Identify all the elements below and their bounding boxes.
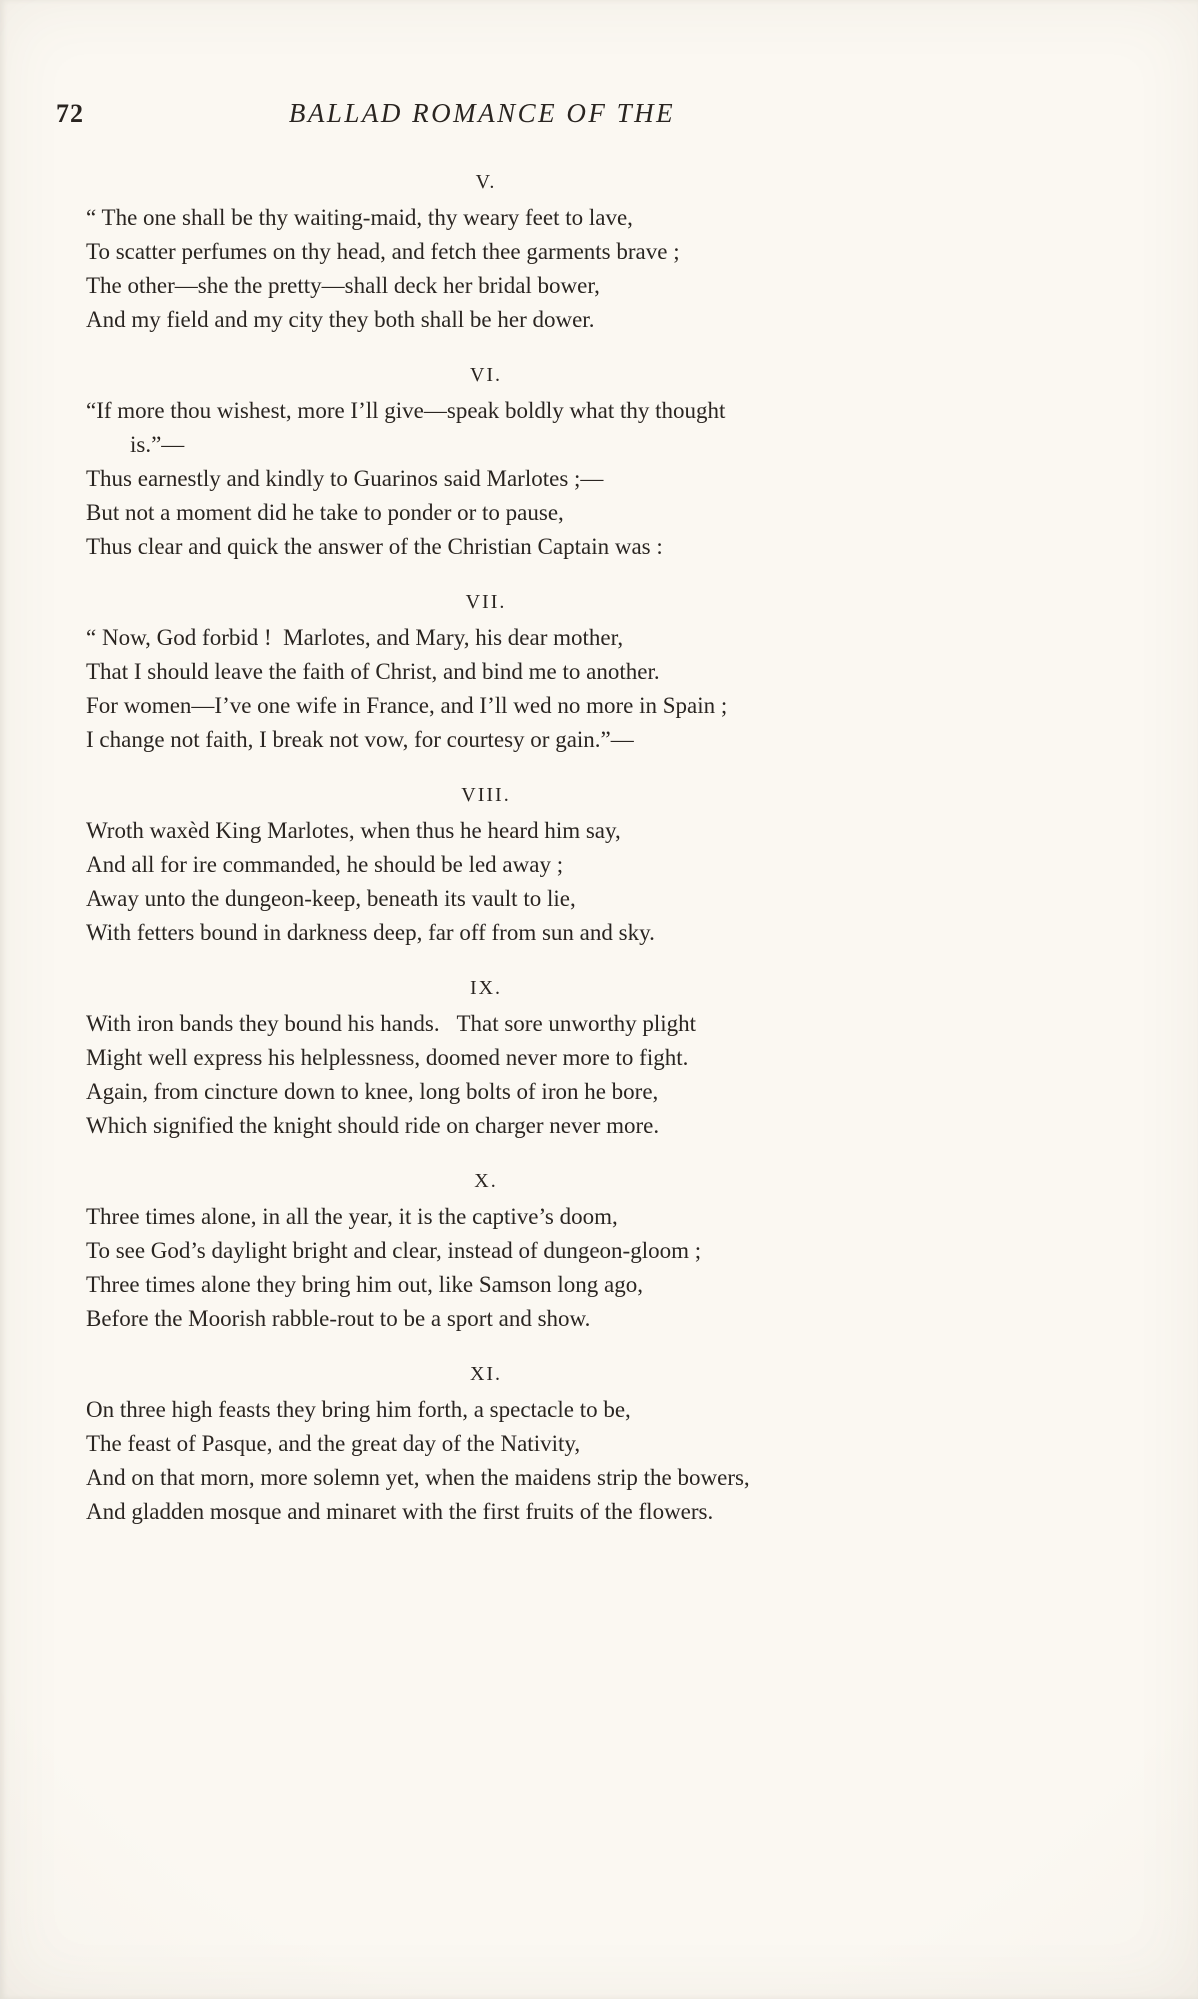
page-header [0, 0, 1198, 129]
stanza-list [86, 165, 886, 1529]
verse-line: And all for ire commanded, he should be led away ; [86, 852, 564, 877]
verse-line: The other—she the pretty—shall deck her bridal bower, [86, 273, 600, 298]
verse-line: Which signified the knight should ride on charger never more. [86, 1113, 660, 1138]
verse-line: To scatter perfumes on thy head, and fetch thee garments brave ; [86, 239, 680, 264]
verse-line: Three times alone they bring him out, like Samson long ago, [86, 1272, 644, 1297]
verse-line: Wroth waxèd King Marlotes, when thus he heard him say, [86, 818, 621, 843]
verse-line: Before the Moorish rabble-rout to be a sport and show. [86, 1306, 591, 1331]
stanza-lines [86, 1393, 886, 1529]
stanza-numeral: VIII. [461, 784, 511, 806]
stanza [86, 971, 886, 1143]
verse-line: Away unto the dungeon-keep, beneath its vault to lie, [86, 886, 576, 911]
verse-line: That I should leave the faith of Christ, and bind me to another. [86, 659, 660, 684]
verse-line: With fetters bound in darkness deep, far off from sun and sky. [86, 920, 655, 945]
stanza-lines [86, 814, 886, 950]
verse-line: For women—I’ve one wife in France, and I’ll wed no more in Spain ; [86, 693, 728, 718]
verse-line: is.”— [130, 432, 185, 457]
stanza [86, 165, 886, 337]
verse-line: On three high feasts they bring him forth, a spectacle to be, [86, 1397, 631, 1422]
stanza [86, 778, 886, 950]
stanza-numeral: IX. [469, 977, 503, 999]
verse-line: With iron bands they bound his hands. That sore unworthy plight [86, 1011, 697, 1036]
running-title: BALLAD ROMANCE OF THE [288, 98, 676, 128]
verse-line: “ The one shall be thy waiting-maid, thy weary feet to lave, [86, 205, 633, 230]
stanza-lines [86, 201, 886, 337]
verse-line: “If more thou wishest, more I’ll give—speak boldly what thy thought [86, 398, 726, 423]
verse-line: Three times alone, in all the year, it is the captive’s doom, [86, 1204, 618, 1229]
verse-line: And on that morn, more solemn yet, when the maidens strip the bowers, [86, 1465, 750, 1490]
verse-line: Thus earnestly and kindly to Guarinos said Marlotes ;— [86, 466, 604, 491]
stanza [86, 585, 886, 757]
stanza-numeral: VI. [469, 364, 503, 386]
stanza-numeral: X. [474, 1170, 498, 1192]
verse-line: And gladden mosque and minaret with the first fruits of the flowers. [86, 1499, 714, 1524]
stanza-lines [86, 1007, 886, 1143]
stanza-numeral: VII. [465, 591, 507, 613]
stanza-numeral: XI. [469, 1363, 503, 1385]
verse-line: The feast of Pasque, and the great day of the Nativity, [86, 1431, 581, 1456]
stanza-lines [86, 1200, 886, 1336]
stanza-lines [86, 621, 886, 757]
verse-line: To see God’s daylight bright and clear, instead of dungeon-gloom ; [86, 1238, 702, 1263]
verse-line: Thus clear and quick the answer of the Christian Captain was : [86, 534, 663, 559]
stanza [86, 1357, 886, 1529]
page-number: 72 [56, 99, 84, 128]
stanza-lines [86, 394, 886, 564]
verse-line: Again, from cincture down to knee, long bolts of iron he bore, [86, 1079, 659, 1104]
stanza [86, 358, 886, 564]
verse-line: “ Now, God forbid ! Marlotes, and Mary, his dear mother, [86, 625, 624, 650]
verse-line: And my field and my city they both shall be her dower. [86, 307, 595, 332]
stanza [86, 1164, 886, 1336]
verse-line: Might well express his helplessness, doomed never more to fight. [86, 1045, 689, 1070]
verse-line: I change not faith, I break not vow, for courtesy or gain.”— [86, 727, 634, 752]
verse-line: But not a moment did he take to ponder or to pause, [86, 500, 564, 525]
stanza-numeral: V. [475, 171, 497, 193]
